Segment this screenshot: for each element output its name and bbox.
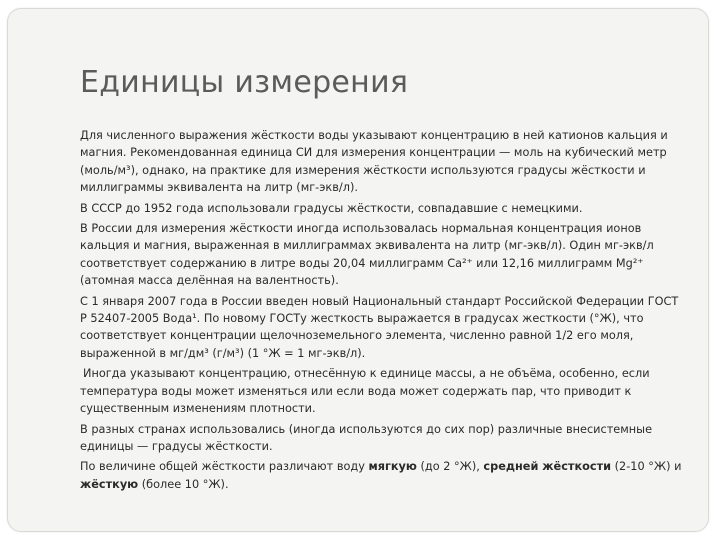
- classification-text-3: (2-10 °Ж) и: [611, 460, 682, 474]
- paragraph-russia-normality: В России для измерения жёсткости иногда использовалась нормальная концентрация ионов кальция и магния, выраженная в миллиграммах эквивалента на литр (мг-экв/л). Один мг-экв/л соответствует содержанию в литре воды 20,04 миллиграмм Ca²⁺ или 12,16 миллиграмм Mg²⁺ (атомная масса делённая на валентность).: [80, 222, 654, 288]
- slide-body: [80, 127, 685, 496]
- classification-soft: мягкую: [368, 460, 417, 474]
- classification-medium: средней жёсткости: [483, 460, 612, 474]
- classification-text-4: (более 10 °Ж).: [138, 477, 229, 491]
- paragraph-countries: В разных странах использовались (иногда используются до сих пор) различные внесистемные единицы — градусы жёсткости.: [80, 422, 653, 453]
- paragraph-classification: [80, 458, 685, 493]
- classification-hard: жёсткую: [80, 477, 139, 491]
- paragraph-gost: С 1 января 2007 года в России введен новый Национальный стандарт Российской Федерации ГОСТ Р 52407-2005 Вода¹. По новому ГОСТу жесткость выражается в градусах жесткости (°Ж), что соответствует концентрации щелочноземельного элемента, численно равной 1/2 его моля, выраженной в мг/дм³ (г/м³) (1 °Ж = 1 мг-экв/л).: [80, 294, 679, 360]
- slide-title: Единицы измерения: [80, 65, 409, 100]
- paragraph-mass-concentration: Иногда указывают концентрацию, отнесённую к единице массы, а не объёма, особенно, если температура воды может изменяться или если вода может содержать пар, что приводит к существенным изменениям плотности.: [80, 367, 650, 416]
- paragraph-ussr: В СССР до 1952 года использовали градусы жёсткости, совпадавшие с немецкими.: [80, 201, 583, 215]
- slide: [7, 8, 709, 532]
- classification-text-1: По величине общей жёсткости различают воду: [80, 460, 369, 474]
- paragraph-units-intro: Для численного выражения жёсткости воды указывают концентрацию в ней катионов кальция и магния. Рекомендованная единица СИ для измерения концентрации — моль на кубический метр (моль/м³), однако, на практике для измерения жёсткости используются градусы жёсткости и миллиграммы эквивалента на литр (мг-экв/л).: [80, 129, 668, 195]
- classification-text-2: (до 2 °Ж),: [416, 460, 484, 474]
